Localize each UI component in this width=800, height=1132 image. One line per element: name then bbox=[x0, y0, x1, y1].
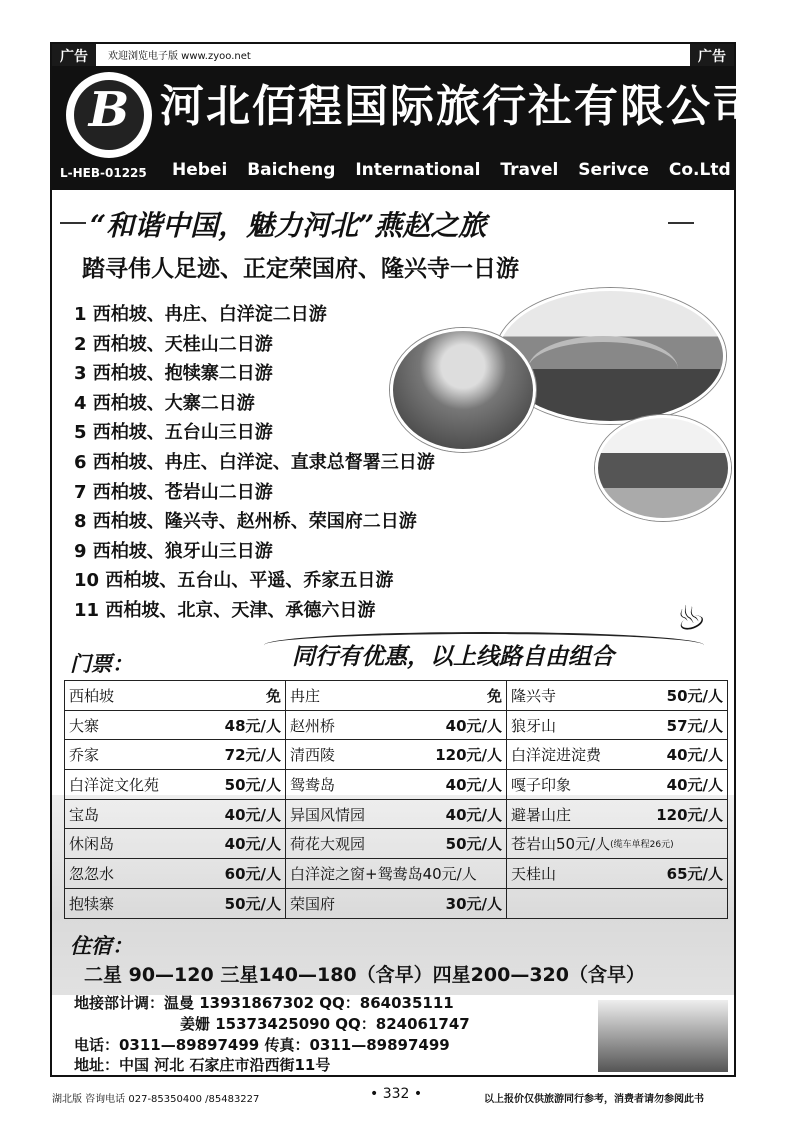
ticket-row bbox=[65, 740, 728, 770]
ticket-price: 30元/人 bbox=[445, 894, 502, 913]
route-item: 4 西柏坡、大寨二日游 bbox=[74, 392, 255, 414]
license-number: L-HEB-01225 bbox=[60, 166, 147, 180]
ticket-price: 50元/人 bbox=[224, 775, 281, 794]
lodging-label: 住宿： bbox=[70, 934, 133, 958]
flame-icon: ♨ bbox=[669, 593, 712, 643]
building-photo bbox=[598, 1000, 728, 1072]
contact-line bbox=[74, 992, 454, 1013]
ticket-price: 120元/人 bbox=[656, 805, 723, 824]
ticket-cell bbox=[65, 799, 286, 829]
attraction-name: 嘎子印象 bbox=[511, 775, 572, 794]
attraction-name: 荣国府 bbox=[290, 894, 336, 913]
route-item: 3 西柏坡、抱犊寨二日游 bbox=[74, 363, 273, 385]
ticket-cell bbox=[286, 710, 507, 740]
ticket-cell bbox=[286, 799, 507, 829]
ticket-price: 免 bbox=[486, 686, 502, 705]
ticket-price: 57元/人 bbox=[666, 716, 723, 735]
ticket-price: 免 bbox=[265, 686, 281, 705]
slogan-divider-right bbox=[668, 222, 694, 224]
route-item: 11 西柏坡、北京、天津、承德六日游 bbox=[74, 599, 376, 621]
attraction-name: 白洋淀之窗+鸳鸯岛40元/人 bbox=[290, 864, 477, 883]
ticket-cell bbox=[286, 770, 507, 800]
logo-letter: B bbox=[88, 82, 130, 138]
ticket-cell bbox=[286, 740, 507, 770]
contact-address: 地址：中国 河北 石家庄市沿西街11号 bbox=[74, 1056, 331, 1074]
attraction-name: 休闲岛 bbox=[69, 835, 115, 854]
contact-person: 温曼 13931867302 QQ：864035111 bbox=[164, 994, 454, 1012]
attraction-name: 白洋淀文化苑 bbox=[69, 775, 160, 794]
ticket-row bbox=[65, 859, 728, 889]
ticket-cell bbox=[507, 888, 728, 918]
ticket-cell bbox=[65, 859, 286, 889]
ticket-cell bbox=[507, 681, 728, 711]
contact-label: 地接部计调： bbox=[74, 994, 165, 1012]
ticket-row bbox=[65, 681, 728, 711]
attraction-name: 荷花大观园 bbox=[290, 835, 366, 854]
ticket-cell bbox=[65, 681, 286, 711]
slogan: “和谐中国，魅力河北”燕赵之旅 bbox=[90, 209, 487, 242]
ticket-cell bbox=[286, 829, 507, 859]
attraction-name: 清西陵 bbox=[290, 746, 336, 765]
ticket-price: 65元/人 bbox=[666, 864, 723, 883]
footer-hotline: 湖北版 咨询电话 027-85350400 /85483227 bbox=[52, 1094, 260, 1105]
company-logo bbox=[66, 72, 152, 158]
attraction-name: 异国风情园 bbox=[290, 805, 366, 824]
route-item: 6 西柏坡、冉庄、白洋淀、直隶总督署三日游 bbox=[74, 451, 435, 473]
attraction-name: 大寨 bbox=[69, 716, 100, 735]
route-item: 5 西柏坡、五台山三日游 bbox=[74, 422, 273, 444]
ad-tag-left: 广告 bbox=[52, 44, 96, 68]
attraction-name: 苍岩山50元/人 bbox=[511, 835, 611, 854]
promo-text: 同行有优惠，以上线路自由组合 bbox=[292, 644, 614, 670]
ticket-cell bbox=[65, 740, 286, 770]
ticket-price: 40元/人 bbox=[445, 716, 502, 735]
ticket-price: 40元/人 bbox=[445, 775, 502, 794]
lodging-prices: 二星 90—120 三星140—180（含早）四星200—320（含早） bbox=[84, 964, 645, 986]
attraction-name: 鸳鸯岛 bbox=[290, 775, 336, 794]
route-item: 7 西柏坡、苍岩山二日游 bbox=[74, 481, 273, 503]
attraction-name: 天桂山 bbox=[511, 864, 557, 883]
attraction-name: 冉庄 bbox=[290, 686, 321, 705]
ticket-price: 50元/人 bbox=[224, 894, 281, 913]
ticket-row bbox=[65, 829, 728, 859]
ticket-cell bbox=[507, 799, 728, 829]
ticket-cell bbox=[507, 740, 728, 770]
contact-phone: 电话：0311—89897499 传真：0311—89897499 bbox=[74, 1036, 450, 1054]
attraction-name: 宝岛 bbox=[69, 805, 100, 824]
attraction-name: 狼牙山 bbox=[511, 716, 557, 735]
ticket-price: 48元/人 bbox=[224, 716, 281, 735]
bridge-arch bbox=[528, 336, 678, 402]
ticket-cell bbox=[507, 770, 728, 800]
ticket-cell bbox=[65, 888, 286, 918]
site-link[interactable]: 欢迎浏览电子版 www.zyoo.net bbox=[108, 51, 251, 62]
ticket-price: 40元/人 bbox=[666, 746, 723, 765]
attraction-name: 隆兴寺 bbox=[511, 686, 557, 705]
ticket-cell bbox=[286, 888, 507, 918]
ticket-cell bbox=[507, 859, 728, 889]
route-item: 10 西柏坡、五台山、平遥、乔家五日游 bbox=[74, 570, 394, 592]
ticket-price: 40元/人 bbox=[224, 835, 281, 854]
company-name-cn: 河北佰程国际旅行社有限公司 bbox=[160, 81, 758, 132]
ticket-price: 40元/人 bbox=[445, 805, 502, 824]
lotus-pond-photo bbox=[390, 328, 536, 452]
page-number: • 332 • bbox=[370, 1086, 423, 1102]
ticket-price: 60元/人 bbox=[224, 864, 281, 883]
attraction-name: 白洋淀进淀费 bbox=[511, 746, 602, 765]
ticket-row bbox=[65, 770, 728, 800]
ticket-price: 40元/人 bbox=[224, 805, 281, 824]
company-name-en: Hebei Baicheng International Travel Serivce Co.Ltd bbox=[172, 160, 731, 180]
ticket-row bbox=[65, 888, 728, 918]
ticket-label: 门票： bbox=[70, 652, 133, 676]
ticket-cell bbox=[65, 829, 286, 859]
attraction-name: 避暑山庄 bbox=[511, 805, 572, 824]
ticket-row bbox=[65, 799, 728, 829]
ticket-price: 40元/人 bbox=[666, 775, 723, 794]
ad-tag-right: 广告 bbox=[690, 44, 734, 68]
ticket-price: 50元/人 bbox=[445, 835, 502, 854]
attraction-name: 赵州桥 bbox=[290, 716, 336, 735]
promo-banner bbox=[264, 632, 704, 676]
subtitle: 踏寻伟人足迹、正定荣国府、隆兴寺一日游 bbox=[82, 256, 519, 282]
ticket-price: 50元/人 bbox=[666, 686, 723, 705]
route-item: 2 西柏坡、天桂山二日游 bbox=[74, 333, 273, 355]
ticket-row bbox=[65, 710, 728, 740]
ticket-price-table bbox=[64, 680, 728, 919]
ticket-cell bbox=[286, 681, 507, 711]
attraction-name: 忽忽水 bbox=[69, 864, 115, 883]
ticket-cell bbox=[507, 710, 728, 740]
route-item: 8 西柏坡、隆兴寺、赵州桥、荣国府二日游 bbox=[74, 511, 417, 533]
attraction-name: 西柏坡 bbox=[69, 686, 115, 705]
slogan-divider-left bbox=[60, 222, 86, 224]
ticket-cell bbox=[65, 710, 286, 740]
ticket-price: 72元/人 bbox=[224, 746, 281, 765]
pagoda-lake-photo bbox=[595, 415, 731, 521]
ticket-cell bbox=[507, 829, 728, 859]
route-item: 1 西柏坡、冉庄、白洋淀二日游 bbox=[74, 304, 327, 325]
ticket-cell bbox=[65, 770, 286, 800]
footer-disclaimer: 以上报价仅供旅游同行参考，消费者请勿参阅此书 bbox=[484, 1094, 704, 1105]
attraction-name: 乔家 bbox=[69, 746, 100, 765]
price-note: (缆车单程26元) bbox=[610, 840, 674, 851]
ticket-price: 120元/人 bbox=[435, 746, 502, 765]
ticket-cell bbox=[286, 859, 507, 889]
contact-line: 姜姗 15373425090 QQ：824061747 bbox=[180, 1015, 470, 1033]
attraction-name: 抱犊寨 bbox=[69, 894, 115, 913]
route-list bbox=[74, 300, 435, 626]
route-item: 9 西柏坡、狼牙山三日游 bbox=[74, 540, 273, 562]
